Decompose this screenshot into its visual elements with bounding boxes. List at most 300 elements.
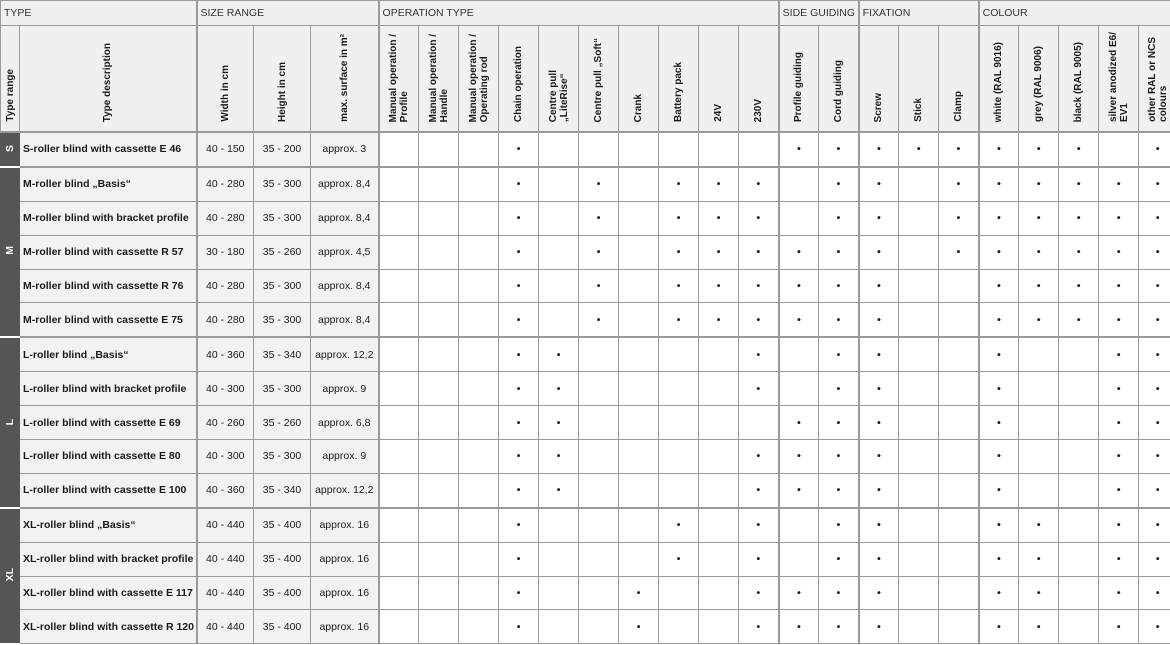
type-description: XL-roller blind with cassette E 117 (20, 576, 197, 610)
header-type-range: Type range (1, 26, 20, 133)
type-range-m: M (1, 167, 20, 337)
surface-value: approx. 12,2 (311, 337, 379, 371)
header-height: Height in cm (254, 26, 311, 133)
empty-cell (939, 372, 979, 406)
empty-cell (379, 473, 419, 507)
dot-marker: • (779, 132, 819, 167)
table-row (1, 269, 1170, 303)
dot-marker: • (579, 235, 619, 269)
empty-cell (459, 508, 499, 542)
empty-cell (579, 508, 619, 542)
empty-cell (459, 269, 499, 303)
dot-marker: • (819, 337, 859, 371)
table-row (1, 303, 1170, 337)
type-description: L-roller blind with cassette E 80 (20, 440, 197, 474)
empty-cell (939, 337, 979, 371)
empty-cell (459, 473, 499, 507)
height-value: 35 - 200 (254, 132, 311, 167)
header-manual-profile: Manual operation / Profile (379, 26, 419, 133)
dot-marker: • (859, 473, 899, 507)
header-centre-soft: Centre pull „Soft“ (579, 26, 619, 133)
dot-marker: • (659, 235, 699, 269)
dot-marker: • (539, 440, 579, 474)
dot-marker: • (1019, 269, 1059, 303)
width-value: 40 - 280 (197, 303, 254, 337)
table-row (1, 610, 1170, 644)
dot-marker: • (1059, 201, 1099, 235)
dot-marker: • (1139, 508, 1170, 542)
dot-marker: • (819, 576, 859, 610)
height-value: 35 - 400 (254, 576, 311, 610)
empty-cell (899, 406, 939, 440)
dot-marker: • (579, 201, 619, 235)
dot-marker: • (779, 303, 819, 337)
height-value: 35 - 400 (254, 542, 311, 576)
dot-marker: • (979, 337, 1019, 371)
empty-cell (899, 303, 939, 337)
empty-cell (539, 132, 579, 167)
empty-cell (939, 473, 979, 507)
empty-cell (379, 440, 419, 474)
header-battery: Battery pack (659, 26, 699, 133)
height-value: 35 - 260 (254, 235, 311, 269)
dot-marker: • (819, 542, 859, 576)
empty-cell (379, 542, 419, 576)
dot-marker: • (499, 167, 539, 201)
empty-cell (939, 406, 979, 440)
empty-cell (379, 132, 419, 167)
dot-marker: • (499, 542, 539, 576)
empty-cell (899, 235, 939, 269)
dot-marker: • (739, 269, 779, 303)
empty-cell (379, 576, 419, 610)
empty-cell (419, 132, 459, 167)
column-header-row (1, 26, 1170, 133)
dot-marker: • (1019, 303, 1059, 337)
empty-cell (379, 303, 419, 337)
header-surface: max. surface in m² (311, 26, 379, 133)
empty-cell (1059, 610, 1099, 644)
empty-cell (419, 372, 459, 406)
empty-cell (619, 132, 659, 167)
empty-cell (619, 473, 659, 507)
dot-marker: • (499, 235, 539, 269)
empty-cell (659, 576, 699, 610)
empty-cell (699, 576, 739, 610)
table-row (1, 337, 1170, 371)
dot-marker: • (979, 610, 1019, 644)
empty-cell (579, 406, 619, 440)
dot-marker: • (859, 201, 899, 235)
dot-marker: • (499, 201, 539, 235)
dot-marker: • (1099, 337, 1139, 371)
dot-marker: • (1139, 303, 1170, 337)
dot-marker: • (1019, 508, 1059, 542)
table-row (1, 235, 1170, 269)
empty-cell (539, 201, 579, 235)
dot-marker: • (1019, 576, 1059, 610)
header-clamp: Clamp (939, 26, 979, 133)
empty-cell (459, 132, 499, 167)
dot-marker: • (739, 508, 779, 542)
empty-cell (619, 235, 659, 269)
empty-cell (1059, 576, 1099, 610)
empty-cell (1019, 337, 1059, 371)
table-row (1, 542, 1170, 576)
dot-marker: • (579, 303, 619, 337)
dot-marker: • (1059, 132, 1099, 167)
empty-cell (779, 508, 819, 542)
empty-cell (939, 440, 979, 474)
empty-cell (899, 167, 939, 201)
empty-cell (739, 132, 779, 167)
empty-cell (579, 576, 619, 610)
empty-cell (579, 473, 619, 507)
empty-cell (899, 440, 939, 474)
table-row (1, 201, 1170, 235)
dot-marker: • (1059, 303, 1099, 337)
empty-cell (1059, 406, 1099, 440)
empty-cell (459, 235, 499, 269)
empty-cell (619, 542, 659, 576)
empty-cell (619, 201, 659, 235)
dot-marker: • (499, 440, 539, 474)
table-row (1, 440, 1170, 474)
table-row (1, 372, 1170, 406)
dot-marker: • (1019, 132, 1059, 167)
dot-marker: • (939, 167, 979, 201)
surface-value: approx. 6,8 (311, 406, 379, 440)
empty-cell (1099, 132, 1139, 167)
empty-cell (459, 372, 499, 406)
height-value: 35 - 340 (254, 473, 311, 507)
dot-marker: • (499, 508, 539, 542)
header-manual-handle: Manual operation / Handle (419, 26, 459, 133)
empty-cell (1059, 440, 1099, 474)
dot-marker: • (539, 372, 579, 406)
dot-marker: • (739, 201, 779, 235)
empty-cell (379, 167, 419, 201)
dot-marker: • (499, 303, 539, 337)
type-description: M-roller blind „Basis“ (20, 167, 197, 201)
empty-cell (539, 167, 579, 201)
empty-cell (579, 337, 619, 371)
dot-marker: • (859, 132, 899, 167)
table-row (1, 167, 1170, 201)
empty-cell (779, 337, 819, 371)
dot-marker: • (779, 610, 819, 644)
group-side-guiding: SIDE GUIDING (779, 1, 859, 26)
dot-marker: • (899, 132, 939, 167)
dot-marker: • (1139, 201, 1170, 235)
dot-marker: • (699, 269, 739, 303)
type-description: XL-roller blind „Basis“ (20, 508, 197, 542)
dot-marker: • (499, 576, 539, 610)
table-row (1, 576, 1170, 610)
empty-cell (699, 132, 739, 167)
type-range-xl: XL (1, 508, 20, 644)
dot-marker: • (1139, 610, 1170, 644)
dot-marker: • (1099, 406, 1139, 440)
empty-cell (659, 610, 699, 644)
dot-marker: • (699, 303, 739, 337)
empty-cell (419, 542, 459, 576)
empty-cell (1059, 473, 1099, 507)
dot-marker: • (739, 473, 779, 507)
dot-marker: • (1099, 201, 1139, 235)
empty-cell (419, 201, 459, 235)
surface-value: approx. 16 (311, 542, 379, 576)
dot-marker: • (939, 132, 979, 167)
dot-marker: • (1099, 372, 1139, 406)
empty-cell (1059, 337, 1099, 371)
group-colour: COLOUR (979, 1, 1170, 26)
width-value: 40 - 360 (197, 337, 254, 371)
dot-marker: • (979, 303, 1019, 337)
dot-marker: • (739, 610, 779, 644)
dot-marker: • (1139, 235, 1170, 269)
dot-marker: • (1019, 610, 1059, 644)
empty-cell (539, 269, 579, 303)
empty-cell (699, 337, 739, 371)
header-other: other RAL or NCS colours (1139, 26, 1170, 133)
dot-marker: • (1139, 132, 1170, 167)
dot-marker: • (1139, 576, 1170, 610)
header-white: white (RAL 9016) (979, 26, 1019, 133)
empty-cell (659, 372, 699, 406)
dot-marker: • (739, 372, 779, 406)
width-value: 40 - 440 (197, 542, 254, 576)
header-black: black (RAL 9005) (1059, 26, 1099, 133)
dot-marker: • (739, 337, 779, 371)
dot-marker: • (1139, 406, 1170, 440)
dot-marker: • (819, 473, 859, 507)
dot-marker: • (739, 576, 779, 610)
width-value: 40 - 150 (197, 132, 254, 167)
dot-marker: • (859, 372, 899, 406)
empty-cell (699, 440, 739, 474)
empty-cell (739, 406, 779, 440)
empty-cell (899, 337, 939, 371)
dot-marker: • (819, 201, 859, 235)
header-screw: Screw (859, 26, 899, 133)
dot-marker: • (1139, 473, 1170, 507)
dot-marker: • (659, 303, 699, 337)
dot-marker: • (1099, 473, 1139, 507)
dot-marker: • (699, 201, 739, 235)
empty-cell (899, 542, 939, 576)
empty-cell (779, 201, 819, 235)
empty-cell (419, 303, 459, 337)
group-size-range: SIZE RANGE (197, 1, 379, 26)
surface-value: approx. 3 (311, 132, 379, 167)
dot-marker: • (739, 440, 779, 474)
dot-marker: • (499, 132, 539, 167)
height-value: 35 - 260 (254, 406, 311, 440)
dot-marker: • (819, 440, 859, 474)
empty-cell (939, 303, 979, 337)
empty-cell (579, 132, 619, 167)
header-centre-literise: Centre pull „LiteRise“ (539, 26, 579, 133)
dot-marker: • (1099, 235, 1139, 269)
width-value: 40 - 260 (197, 406, 254, 440)
surface-value: approx. 12,2 (311, 473, 379, 507)
type-description: S-roller blind with cassette E 46 (20, 132, 197, 167)
header-stick: Stick (899, 26, 939, 133)
width-value: 40 - 280 (197, 201, 254, 235)
dot-marker: • (539, 406, 579, 440)
dot-marker: • (499, 269, 539, 303)
surface-value: approx. 8,4 (311, 303, 379, 337)
type-description: L-roller blind with cassette E 100 (20, 473, 197, 507)
empty-cell (619, 406, 659, 440)
dot-marker: • (1139, 167, 1170, 201)
empty-cell (899, 508, 939, 542)
empty-cell (419, 440, 459, 474)
group-header-row (1, 1, 1170, 26)
dot-marker: • (539, 337, 579, 371)
dot-marker: • (579, 269, 619, 303)
empty-cell (419, 167, 459, 201)
dot-marker: • (779, 440, 819, 474)
empty-cell (379, 508, 419, 542)
empty-cell (379, 372, 419, 406)
empty-cell (1019, 372, 1059, 406)
empty-cell (579, 372, 619, 406)
surface-value: approx. 8,4 (311, 269, 379, 303)
height-value: 35 - 400 (254, 610, 311, 644)
dot-marker: • (1099, 576, 1139, 610)
empty-cell (659, 132, 699, 167)
dot-marker: • (819, 269, 859, 303)
dot-marker: • (1139, 440, 1170, 474)
table-row (1, 406, 1170, 440)
dot-marker: • (659, 201, 699, 235)
dot-marker: • (1139, 337, 1170, 371)
dot-marker: • (859, 303, 899, 337)
empty-cell (419, 406, 459, 440)
empty-cell (1059, 372, 1099, 406)
empty-cell (659, 473, 699, 507)
dot-marker: • (979, 542, 1019, 576)
dot-marker: • (659, 508, 699, 542)
dot-marker: • (819, 406, 859, 440)
dot-marker: • (1059, 269, 1099, 303)
height-value: 35 - 300 (254, 269, 311, 303)
dot-marker: • (1019, 542, 1059, 576)
dot-marker: • (499, 372, 539, 406)
dot-marker: • (739, 235, 779, 269)
empty-cell (539, 235, 579, 269)
dot-marker: • (819, 372, 859, 406)
empty-cell (779, 542, 819, 576)
surface-value: approx. 9 (311, 372, 379, 406)
table-row (1, 508, 1170, 542)
header-profile-guiding: Profile guiding (779, 26, 819, 133)
empty-cell (579, 542, 619, 576)
header-type-description: Type description (20, 26, 197, 133)
empty-cell (699, 542, 739, 576)
dot-marker: • (659, 542, 699, 576)
dot-marker: • (979, 269, 1019, 303)
empty-cell (539, 576, 579, 610)
empty-cell (419, 473, 459, 507)
width-value: 30 - 180 (197, 235, 254, 269)
dot-marker: • (1099, 508, 1139, 542)
header-cord-guiding: Cord guiding (819, 26, 859, 133)
width-value: 40 - 360 (197, 473, 254, 507)
dot-marker: • (1019, 235, 1059, 269)
empty-cell (619, 337, 659, 371)
dot-marker: • (1139, 269, 1170, 303)
empty-cell (659, 406, 699, 440)
empty-cell (1059, 542, 1099, 576)
empty-cell (939, 542, 979, 576)
empty-cell (699, 372, 739, 406)
dot-marker: • (739, 542, 779, 576)
width-value: 40 - 440 (197, 508, 254, 542)
dot-marker: • (1019, 167, 1059, 201)
empty-cell (619, 167, 659, 201)
dot-marker: • (1099, 303, 1139, 337)
empty-cell (459, 167, 499, 201)
surface-value: approx. 16 (311, 610, 379, 644)
height-value: 35 - 400 (254, 508, 311, 542)
type-description: L-roller blind with bracket profile (20, 372, 197, 406)
table-row (1, 132, 1170, 167)
empty-cell (619, 372, 659, 406)
dot-marker: • (1099, 440, 1139, 474)
width-value: 40 - 280 (197, 269, 254, 303)
dot-marker: • (779, 235, 819, 269)
table-body (1, 132, 1170, 644)
type-description: L-roller blind with cassette E 69 (20, 406, 197, 440)
empty-cell (899, 576, 939, 610)
dot-marker: • (699, 167, 739, 201)
empty-cell (579, 610, 619, 644)
dot-marker: • (819, 132, 859, 167)
empty-cell (459, 542, 499, 576)
dot-marker: • (859, 542, 899, 576)
empty-cell (459, 576, 499, 610)
type-description: M-roller blind with cassette R 57 (20, 235, 197, 269)
type-description: L-roller blind „Basis“ (20, 337, 197, 371)
dot-marker: • (1019, 201, 1059, 235)
width-value: 40 - 440 (197, 576, 254, 610)
dot-marker: • (1099, 542, 1139, 576)
width-value: 40 - 300 (197, 440, 254, 474)
empty-cell (899, 473, 939, 507)
width-value: 40 - 440 (197, 610, 254, 644)
empty-cell (539, 542, 579, 576)
header-230v: 230V (739, 26, 779, 133)
empty-cell (459, 406, 499, 440)
empty-cell (379, 406, 419, 440)
dot-marker: • (979, 576, 1019, 610)
empty-cell (379, 235, 419, 269)
dot-marker: • (1139, 542, 1170, 576)
empty-cell (779, 167, 819, 201)
dot-marker: • (939, 235, 979, 269)
dot-marker: • (739, 303, 779, 337)
dot-marker: • (1099, 167, 1139, 201)
dot-marker: • (619, 576, 659, 610)
dot-marker: • (499, 337, 539, 371)
dot-marker: • (779, 473, 819, 507)
empty-cell (579, 440, 619, 474)
empty-cell (459, 201, 499, 235)
empty-cell (699, 406, 739, 440)
